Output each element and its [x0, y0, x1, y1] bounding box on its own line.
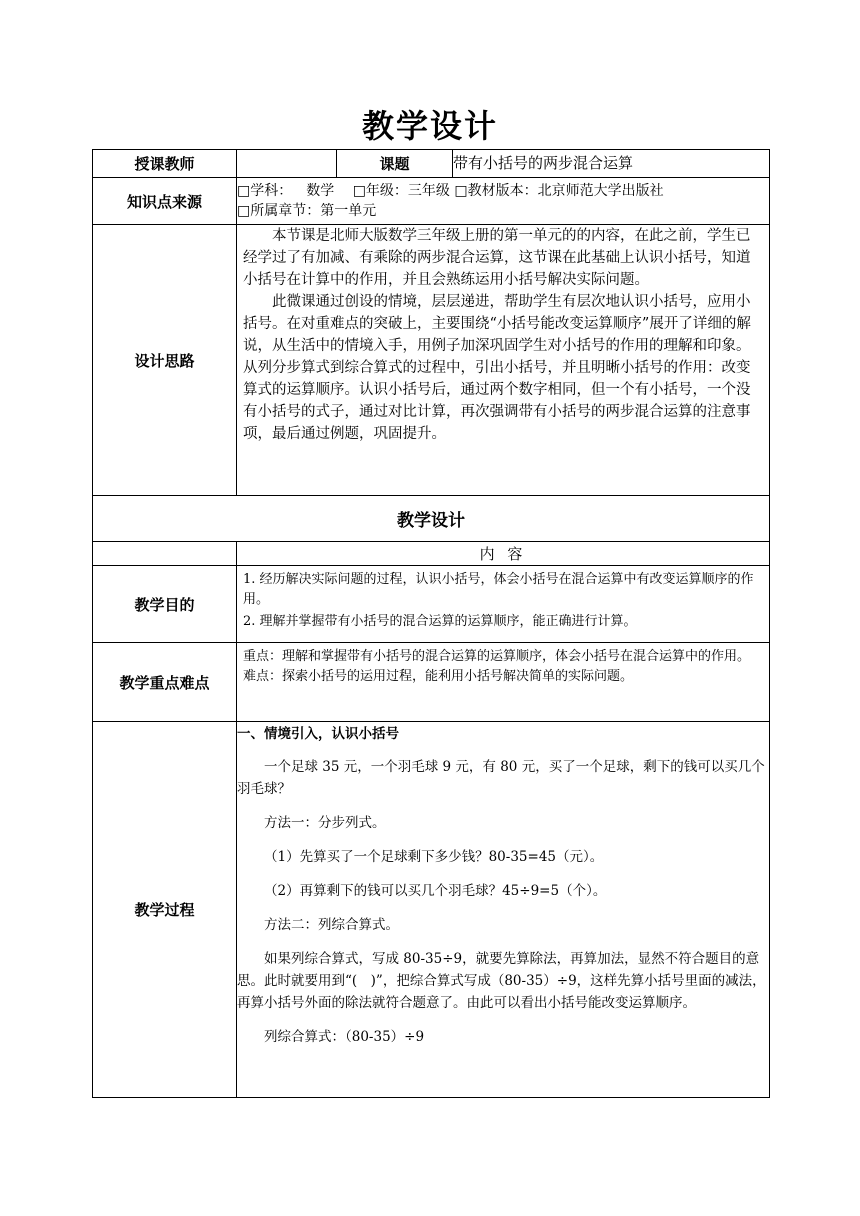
design-paragraph-2: 此微课通过创设的情境，层层递进，帮助学生有层次地认识小括号，应用小括号。在对重难点的突破上，主要围绕“小括号能改变运算顺序”展开了详细的解说，从生活中的情境入手，用例子加深巩固学生对小括号的作用的理解和印象。从列分步算式到综合算式的过程中，引出小括号，并且明晰小括号的作用：改变算式的运算顺序。认识小括号后，通过两个数字相同，但一个有小括号，一个没有小括号的式子，通过对比计算，再次强调带有小括号的两步混合运算的注意事项，最后通过例题，巩固提升。 [243, 294, 751, 442]
page-title: 教学设计 [361, 107, 498, 145]
objective-item-1: 1. 经历解决实际问题的过程，认识小括号，体会小括号在混合运算中有改变运算顺序的作用。 [243, 572, 754, 607]
content-header: 内 容 [237, 542, 770, 566]
topic-value: 带有小括号的两步混合运算 [453, 150, 770, 178]
key-points-content [237, 643, 770, 722]
process-line-6: 如果列综合算式，写成 80-35÷9，就要先算除法，再算加法，显然不符合题目的意思。此时就要用到“( )”，把综合算式写成（80-35）÷9，这样先算小括号里面的减法，再算小括号外面的除法就符合题意了。由此可以看出小括号能改变运算顺序。 [237, 951, 766, 1011]
source-line-1 [237, 181, 769, 201]
objectives-row [93, 566, 770, 643]
process-line-1: 一个足球 35 元，一个羽毛球 9 元，有 80 元，买了一个足球，剩下的钱可以买几个羽毛球？ [237, 759, 765, 797]
design-row [93, 225, 770, 496]
topic-label: 课题 [337, 150, 453, 178]
content-header-row [93, 542, 770, 566]
subject-value: 数学 [306, 183, 335, 199]
objective-item-2: 2. 理解并掌握带有小括号的混合运算的运算顺序，能正确进行计算。 [243, 614, 637, 629]
key-points-label: 教学重点难点 [93, 643, 237, 722]
header-row [93, 150, 770, 178]
process-line-7: 列综合算式：（80-35）÷9 [264, 1029, 425, 1045]
process-line-3: （1）先算买了一个足球剩下多少钱？80-35=45（元）。 [264, 849, 604, 865]
design-paragraph-1: 本节课是北师大版数学三年级上册的第一单元的的内容，在此之前，学生已经学过了有加减、有乘除的两步混合运算，这节课在此基础上认识小括号，知道小括号在计算中的作用，并且会熟练运用小括号解决实际问题。 [243, 228, 751, 288]
content-header-blank [93, 542, 237, 566]
process-line-2: 方法一：分步列式。 [264, 815, 386, 831]
grade-field: □年级：三年级 [352, 183, 450, 199]
subject-label: □学科： [237, 183, 293, 199]
process-row [93, 722, 770, 1098]
process-line-5: 方法二：列综合算式。 [264, 917, 399, 933]
key-difficulty: 难点：探索小括号的运用过程，能利用小括号解决简单的实际问题。 [243, 669, 634, 684]
design-content [237, 225, 770, 496]
objectives-label: 教学目的 [93, 566, 237, 643]
process-line-4: （2）再算剩下的钱可以买几个羽毛球？45÷9=5（个）。 [264, 883, 607, 899]
key-points-row [93, 643, 770, 722]
teacher-label: 授课教师 [93, 150, 237, 178]
key-focus: 重点：理解和掌握带有小括号的混合运算的运算顺序，体会小括号在混合运算中的作用。 [243, 649, 751, 664]
process-content [237, 722, 770, 1098]
process-heading: 一、情境引入，认识小括号 [237, 726, 399, 742]
section-title: 教学设计 [93, 496, 770, 542]
edition-field: □教材版本：北京师范大学出版社 [454, 183, 664, 199]
objectives-content [237, 566, 770, 643]
teacher-value [237, 150, 337, 178]
source-content [237, 178, 770, 225]
lesson-plan-table [92, 149, 770, 1098]
source-row [93, 178, 770, 225]
process-label: 教学过程 [93, 722, 237, 1098]
design-label: 设计思路 [93, 225, 237, 496]
section-title-row [93, 496, 770, 542]
source-label: 知识点来源 [93, 178, 237, 225]
chapter-field: □所属章节：第一单元 [237, 203, 377, 219]
